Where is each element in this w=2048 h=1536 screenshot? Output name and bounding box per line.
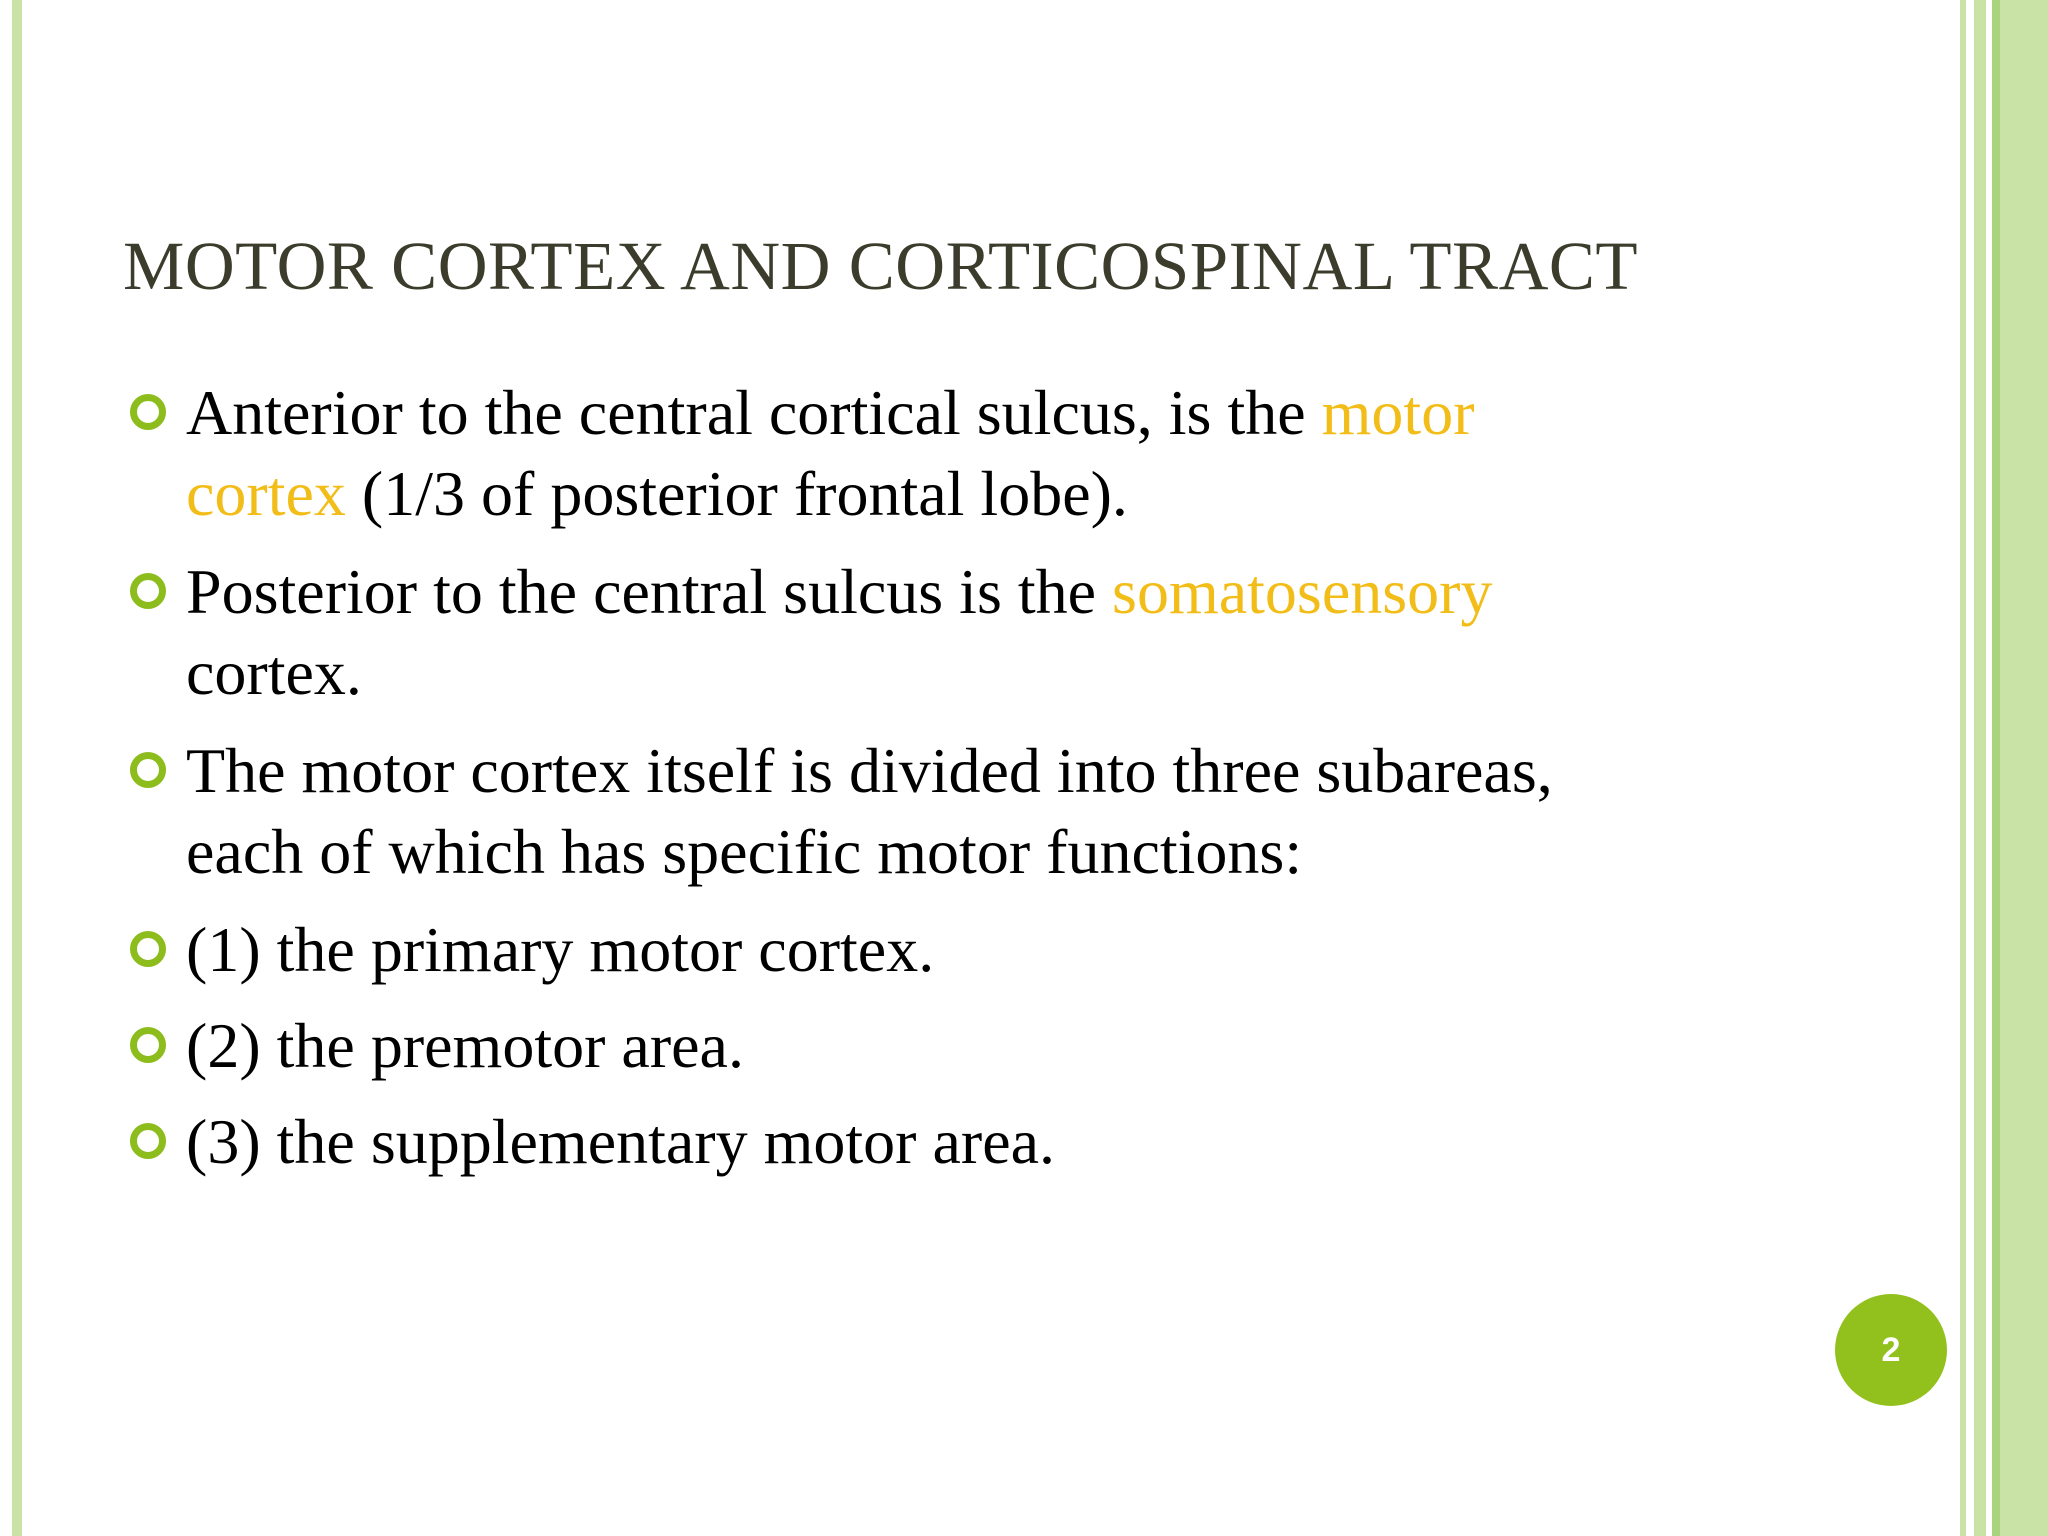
circle-bullet-icon	[130, 1027, 166, 1063]
bullet-text: Posterior to the central sulcus is the	[186, 556, 1113, 627]
slide-title: MOTOR CORTEX AND CORTICOSPINAL TRACT	[123, 228, 1639, 304]
circle-bullet-icon	[130, 931, 166, 967]
highlighted-term: motor cortex	[186, 377, 1475, 529]
bullet-item	[130, 1101, 1650, 1182]
bullet-text: (1/3 of posterior frontal lobe).	[345, 458, 1128, 529]
bullet-text: cortex.	[186, 637, 362, 708]
circle-bullet-icon	[130, 573, 166, 609]
bullet-item	[130, 372, 1650, 534]
bullet-text: (1) the primary motor cortex.	[186, 914, 935, 985]
bullet-text: Anterior to the central cortical sulcus, is the	[186, 377, 1322, 448]
right-decorative-band	[1966, 0, 1974, 1536]
highlighted-term: somatosensory	[1112, 556, 1493, 627]
bullet-text: The motor cortex itself is divided into three subareas, each of which has specific motor functions:	[186, 735, 1553, 887]
left-decorative-stripe	[12, 0, 22, 1536]
bullet-text: (2) the premotor area.	[186, 1010, 744, 1081]
bullet-list	[130, 372, 1650, 1197]
right-decorative-band	[2000, 0, 2048, 1536]
bullet-item	[130, 1005, 1650, 1086]
right-decorative-band	[1992, 0, 2000, 1536]
bullet-text: (3) the supplementary motor area.	[186, 1106, 1055, 1177]
bullet-item	[130, 551, 1650, 713]
circle-bullet-icon	[130, 752, 166, 788]
page-number-badge: 2	[1835, 1294, 1947, 1406]
bullet-item	[130, 730, 1650, 892]
circle-bullet-icon	[130, 1123, 166, 1159]
right-decorative-band	[1974, 0, 1986, 1536]
bullet-item	[130, 909, 1650, 990]
circle-bullet-icon	[130, 394, 166, 430]
